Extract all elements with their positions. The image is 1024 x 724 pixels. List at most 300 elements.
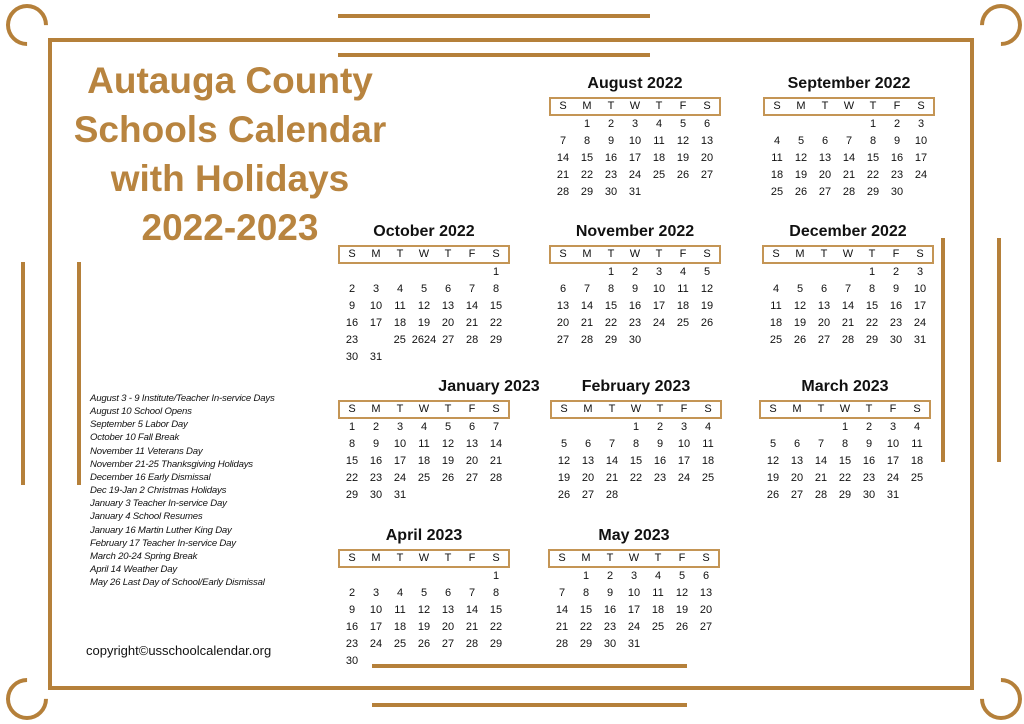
day-cell xyxy=(648,487,672,504)
day-cell: 13 xyxy=(441,300,455,312)
week-row xyxy=(338,487,510,504)
day-cell: 18 xyxy=(701,455,715,467)
holiday-item: March 20-24 Spring Break xyxy=(90,550,198,562)
day-cell: 7 xyxy=(817,438,825,450)
holiday-item: May 26 Last Day of School/Early Dismissal xyxy=(90,577,265,589)
day-cell xyxy=(436,487,460,504)
weekday-label: S xyxy=(703,248,711,260)
day-cell: 10 xyxy=(627,587,641,599)
day-cell: 14 xyxy=(489,438,503,450)
day-cell: 26 xyxy=(557,489,571,501)
day-cell: 7 xyxy=(468,283,476,295)
weekday-label: T xyxy=(608,403,616,415)
title-line: with Holidays xyxy=(110,158,350,199)
weekday-label: S xyxy=(703,100,711,112)
day-cell: 28 xyxy=(489,472,503,484)
day-cell: 7 xyxy=(468,587,476,599)
weekday-label: T xyxy=(396,552,404,564)
day-cell: 3 xyxy=(372,283,380,295)
day-cell: 29 xyxy=(345,489,359,501)
right-bar-1 xyxy=(941,238,945,462)
day-cell: 8 xyxy=(348,438,356,450)
day-cell xyxy=(647,332,671,349)
weekday-label: S xyxy=(492,248,500,260)
week-row xyxy=(338,453,510,470)
day-cell: 17 xyxy=(914,152,928,164)
week-row xyxy=(548,636,720,653)
day-cell: 30 xyxy=(889,334,903,346)
day-cell: 20 xyxy=(699,604,713,616)
day-cell xyxy=(785,419,809,436)
day-cell xyxy=(460,349,484,366)
weekday-label: W xyxy=(629,100,641,112)
day-cell: 19 xyxy=(675,604,689,616)
day-cell: 5 xyxy=(560,438,568,450)
weekday-label: F xyxy=(893,100,901,112)
weekday-label: M xyxy=(371,403,381,415)
weekday-label: W xyxy=(842,248,854,260)
day-cell: 10 xyxy=(886,438,900,450)
day-cell: 12 xyxy=(557,455,571,467)
day-cell: 2 xyxy=(606,570,614,582)
day-cell: 6 xyxy=(702,570,710,582)
weekday-header xyxy=(763,97,935,116)
day-cell: 4 xyxy=(654,570,662,582)
day-cell xyxy=(671,184,695,201)
day-cell: 16 xyxy=(604,152,618,164)
day-cell: 27 xyxy=(465,472,479,484)
day-cell: 29 xyxy=(489,638,503,650)
day-cell: 25 xyxy=(652,169,666,181)
weekday-label: W xyxy=(418,552,430,564)
holiday-item: April 14 Weather Day xyxy=(90,564,178,576)
day-cell: 13 xyxy=(790,455,804,467)
week-row xyxy=(549,315,721,332)
week-row xyxy=(550,436,722,453)
day-cell: 26 xyxy=(794,186,808,198)
day-cell: 11 xyxy=(677,283,689,295)
week-row xyxy=(763,116,935,133)
day-cell: 14 xyxy=(465,604,479,616)
day-cell: 22 xyxy=(866,169,880,181)
week-row xyxy=(549,150,721,167)
week-row xyxy=(338,264,510,281)
day-cell: 16 xyxy=(890,152,904,164)
weekday-label: T xyxy=(654,552,662,564)
day-cell: 31 xyxy=(628,186,642,198)
day-cell: 26 xyxy=(793,334,807,346)
day-cell: 2 xyxy=(348,283,356,295)
day-cell: 27 xyxy=(581,489,595,501)
day-cell: 6 xyxy=(584,438,592,450)
day-cell: 11 xyxy=(394,300,406,312)
day-cell xyxy=(484,487,508,504)
week-row xyxy=(763,167,935,184)
holiday-list xyxy=(90,392,275,589)
day-cell: 8 xyxy=(869,135,877,147)
day-cell: 13 xyxy=(699,587,713,599)
day-cell: 2 xyxy=(372,421,380,433)
day-cell: 30 xyxy=(603,638,617,650)
day-cell: 11 xyxy=(394,604,406,616)
day-cell xyxy=(647,184,671,201)
day-cell: 30 xyxy=(345,351,359,363)
day-cell: 29 xyxy=(866,186,880,198)
weekday-label: F xyxy=(468,248,476,260)
day-cell: 10 xyxy=(914,135,928,147)
day-cell: 20 xyxy=(465,455,479,467)
day-cell xyxy=(436,349,460,366)
day-cell: 29 xyxy=(579,638,593,650)
day-cell: 25 xyxy=(910,472,924,484)
day-cell: 11 xyxy=(653,135,665,147)
day-cell: 24 xyxy=(628,169,642,181)
week-row xyxy=(759,470,931,487)
day-cell: 14 xyxy=(555,604,569,616)
weekday-label: W xyxy=(418,403,430,415)
day-cell: 27 xyxy=(556,334,570,346)
day-cell: 20 xyxy=(700,152,714,164)
title-line: Autauga County xyxy=(87,60,373,101)
day-cell xyxy=(412,487,436,504)
day-cell: 13 xyxy=(581,455,595,467)
day-cell: 17 xyxy=(652,300,666,312)
day-cell: 9 xyxy=(865,438,873,450)
day-cell: 9 xyxy=(631,283,639,295)
day-cell: 12 xyxy=(794,152,808,164)
day-cell: 14 xyxy=(465,300,479,312)
day-cell: 18 xyxy=(393,317,407,329)
month-title: October 2022 xyxy=(373,223,475,240)
day-cell: 28 xyxy=(814,489,828,501)
holiday-item: August 3 - 9 Institute/Teacher In-service Days xyxy=(90,393,275,404)
day-cell: 30 xyxy=(604,186,618,198)
day-cell: 17 xyxy=(913,300,927,312)
day-cell: 1 xyxy=(632,421,640,433)
day-cell: 20 xyxy=(817,317,831,329)
weekday-header xyxy=(762,245,934,264)
month-calendar xyxy=(550,378,722,504)
day-cell: 17 xyxy=(627,604,641,616)
weekday-header xyxy=(549,97,721,116)
day-cell: 1 xyxy=(582,570,590,582)
day-cell: 22 xyxy=(489,317,503,329)
week-row xyxy=(338,602,510,619)
week-row xyxy=(549,332,721,349)
day-cell: 7 xyxy=(558,587,566,599)
day-cell: 25 xyxy=(393,334,406,346)
day-cell: 28 xyxy=(605,489,619,501)
day-cell: 28 xyxy=(842,186,856,198)
day-cell: 5 xyxy=(420,283,428,295)
day-cell: 7 xyxy=(583,283,591,295)
day-cell: 27 xyxy=(699,621,713,633)
day-cell: 18 xyxy=(417,455,431,467)
week-row xyxy=(549,184,721,201)
day-cell: 25 xyxy=(676,317,690,329)
month-calendar xyxy=(762,223,934,349)
day-cell: 13 xyxy=(818,152,832,164)
day-cell: 4 xyxy=(772,283,780,295)
day-cell: 31 xyxy=(886,489,900,501)
week-row xyxy=(548,568,720,585)
day-cell: 5 xyxy=(703,266,711,278)
month-calendar xyxy=(338,378,540,504)
day-cell: 5 xyxy=(444,421,452,433)
day-cell: 8 xyxy=(492,587,500,599)
week-row xyxy=(338,332,510,349)
day-cell: 22 xyxy=(604,317,618,329)
day-cell: 31 xyxy=(369,351,383,363)
day-cell: 7 xyxy=(559,135,567,147)
weekday-label: F xyxy=(678,552,686,564)
day-cell xyxy=(836,264,860,281)
day-cell: 12 xyxy=(676,135,690,147)
day-cell xyxy=(575,264,599,281)
weekday-label: M xyxy=(371,248,381,260)
day-cell xyxy=(696,487,720,504)
week-row xyxy=(338,636,510,653)
day-cell: 23 xyxy=(345,638,359,650)
day-cell: 26 xyxy=(417,638,431,650)
day-cell: 26 xyxy=(675,621,689,633)
day-cell: 9 xyxy=(656,438,664,450)
day-cell: 22 xyxy=(489,621,503,633)
week-row xyxy=(762,264,934,281)
day-cell: 10 xyxy=(393,438,407,450)
day-cell: 17 xyxy=(886,455,900,467)
day-cell: 5 xyxy=(797,135,805,147)
weekday-label: T xyxy=(444,552,452,564)
day-cell: 16 xyxy=(603,604,617,616)
day-cell: 25 xyxy=(770,186,784,198)
day-cell: 5 xyxy=(679,118,687,130)
week-row xyxy=(338,281,510,298)
copyright-text: copyright©usschoolcalendar.org xyxy=(86,643,272,658)
day-cell xyxy=(388,349,412,366)
weekday-label: S xyxy=(916,248,924,260)
week-row xyxy=(550,487,722,504)
week-row xyxy=(762,281,934,298)
day-cell: 24 xyxy=(627,621,641,633)
day-cell: 23 xyxy=(862,472,876,484)
day-cell: 14 xyxy=(556,152,570,164)
day-cell: 29 xyxy=(865,334,879,346)
day-cell: 19 xyxy=(676,152,690,164)
day-cell: 31 xyxy=(913,334,927,346)
weekday-label: M xyxy=(795,248,805,260)
day-cell xyxy=(484,349,508,366)
day-cell: 30 xyxy=(628,334,642,346)
day-cell: 6 xyxy=(820,283,828,295)
day-cell: 4 xyxy=(773,135,781,147)
day-cell xyxy=(695,332,719,349)
day-cell: 3 xyxy=(372,587,380,599)
weekday-label: W xyxy=(628,552,640,564)
month-title: September 2022 xyxy=(787,75,911,92)
day-cell xyxy=(436,653,460,670)
day-cell xyxy=(905,487,929,504)
day-cell: 14 xyxy=(841,300,855,312)
corner-swirl-icon xyxy=(971,669,1024,724)
day-cell: 15 xyxy=(345,455,359,467)
weekday-label: W xyxy=(629,248,641,260)
week-row xyxy=(549,133,721,150)
weekday-label: S xyxy=(492,403,500,415)
day-cell: 21 xyxy=(580,317,594,329)
weekday-label: M xyxy=(581,552,591,564)
day-cell: 27 xyxy=(442,334,455,346)
day-cell: 1 xyxy=(869,118,877,130)
day-cell: 29 xyxy=(838,489,852,501)
day-cell: 11 xyxy=(911,438,923,450)
week-row xyxy=(549,116,721,133)
day-cell xyxy=(460,264,484,281)
weekday-label: W xyxy=(630,403,642,415)
day-cell: 4 xyxy=(655,118,663,130)
day-cell: 7 xyxy=(844,283,852,295)
day-cell: 5 xyxy=(678,570,686,582)
day-cell: 19 xyxy=(441,455,455,467)
week-row xyxy=(338,470,510,487)
day-cell xyxy=(671,332,695,349)
week-row xyxy=(338,653,510,670)
day-cell: 8 xyxy=(868,283,876,295)
weekday-label: S xyxy=(560,403,568,415)
day-cell: 3 xyxy=(916,266,924,278)
weekday-label: S xyxy=(558,552,566,564)
day-cell: 28 xyxy=(555,638,569,650)
weekday-label: S xyxy=(704,403,712,415)
day-cell: 19 xyxy=(700,300,714,312)
day-cell: 7 xyxy=(492,421,500,433)
day-cell: 6 xyxy=(444,283,452,295)
day-cell: 8 xyxy=(607,283,615,295)
day-cell: 24 xyxy=(652,317,666,329)
day-cell: 31 xyxy=(393,489,407,501)
day-cell: 5 xyxy=(769,438,777,450)
day-cell: 19 xyxy=(417,317,431,329)
day-cell: 6 xyxy=(468,421,476,433)
day-cell: 25 xyxy=(651,621,665,633)
month-title: May 2023 xyxy=(598,527,670,544)
day-cell: 9 xyxy=(606,587,614,599)
day-cell xyxy=(412,349,436,366)
day-cell: 26 xyxy=(700,317,714,329)
weekday-label: F xyxy=(468,552,476,564)
weekday-label: T xyxy=(868,248,876,260)
day-cell: 23 xyxy=(369,472,383,484)
holiday-item: September 5 Labor Day xyxy=(90,419,188,431)
day-cell: 14 xyxy=(580,300,594,312)
week-row xyxy=(759,419,931,436)
day-cell: 2 xyxy=(607,118,615,130)
day-cell: 23 xyxy=(603,621,617,633)
weekday-header xyxy=(759,400,931,419)
week-row xyxy=(759,487,931,504)
weekday-label: M xyxy=(582,248,592,260)
week-row xyxy=(549,264,721,281)
day-cell: 27 xyxy=(818,186,832,198)
day-cell: 13 xyxy=(441,604,455,616)
holiday-item: October 10 Fall Break xyxy=(90,432,180,444)
month-title: April 2023 xyxy=(385,527,463,544)
week-row xyxy=(548,619,720,636)
day-cell: 24 xyxy=(913,317,927,329)
day-cell: 27 xyxy=(790,489,804,501)
weekday-label: T xyxy=(444,403,452,415)
week-row xyxy=(762,315,934,332)
day-cell xyxy=(412,653,436,670)
day-cell xyxy=(484,653,508,670)
day-cell xyxy=(761,419,785,436)
left-bar-2 xyxy=(77,262,81,485)
day-cell: 7 xyxy=(845,135,853,147)
day-cell: 15 xyxy=(866,152,880,164)
day-cell: 25 xyxy=(393,638,407,650)
holiday-item: February 17 Teacher In-service Day xyxy=(90,537,236,549)
day-cell: 15 xyxy=(579,604,593,616)
day-cell: 11 xyxy=(771,152,783,164)
day-cell: 14 xyxy=(605,455,619,467)
weekday-label: M xyxy=(792,403,802,415)
day-cell xyxy=(809,419,833,436)
day-cell: 22 xyxy=(838,472,852,484)
month-calendar xyxy=(338,223,510,366)
right-bar-2 xyxy=(997,238,1001,462)
day-cell: 6 xyxy=(703,118,711,130)
weekday-label: F xyxy=(680,403,688,415)
weekday-label: T xyxy=(817,403,825,415)
day-cell: 10 xyxy=(652,283,666,295)
day-cell xyxy=(388,568,412,585)
day-cell xyxy=(551,264,575,281)
week-row xyxy=(762,332,934,349)
month-calendar xyxy=(548,527,720,653)
day-cell: 24 xyxy=(886,472,900,484)
weekday-label: T xyxy=(606,552,614,564)
day-cell: 22 xyxy=(580,169,594,181)
day-cell: 11 xyxy=(702,438,714,450)
holiday-item: January 4 School Resumes xyxy=(90,511,203,523)
day-cell: 30 xyxy=(890,186,904,198)
day-cell: 17 xyxy=(369,317,383,329)
day-cell: 15 xyxy=(489,604,503,616)
week-row xyxy=(338,315,510,332)
day-cell: 3 xyxy=(680,421,688,433)
day-cell: 4 xyxy=(704,421,712,433)
day-cell xyxy=(812,264,836,281)
week-row xyxy=(338,298,510,315)
day-cell: 13 xyxy=(556,300,570,312)
day-cell: 23 xyxy=(653,472,667,484)
day-cell: 18 xyxy=(910,455,924,467)
day-cell: 1 xyxy=(348,421,356,433)
weekday-label: T xyxy=(865,403,873,415)
weekday-label: M xyxy=(796,100,806,112)
day-cell: 4 xyxy=(913,421,921,433)
day-cell: 30 xyxy=(369,489,383,501)
day-cell: 10 xyxy=(913,283,927,295)
day-cell: 21 xyxy=(489,455,503,467)
week-row xyxy=(550,453,722,470)
day-cell: 19 xyxy=(557,472,571,484)
day-cell: 23 xyxy=(890,169,904,181)
weekday-label: M xyxy=(582,100,592,112)
day-cell xyxy=(364,653,388,670)
weekday-header xyxy=(549,245,721,264)
day-cell: 16 xyxy=(345,621,359,633)
